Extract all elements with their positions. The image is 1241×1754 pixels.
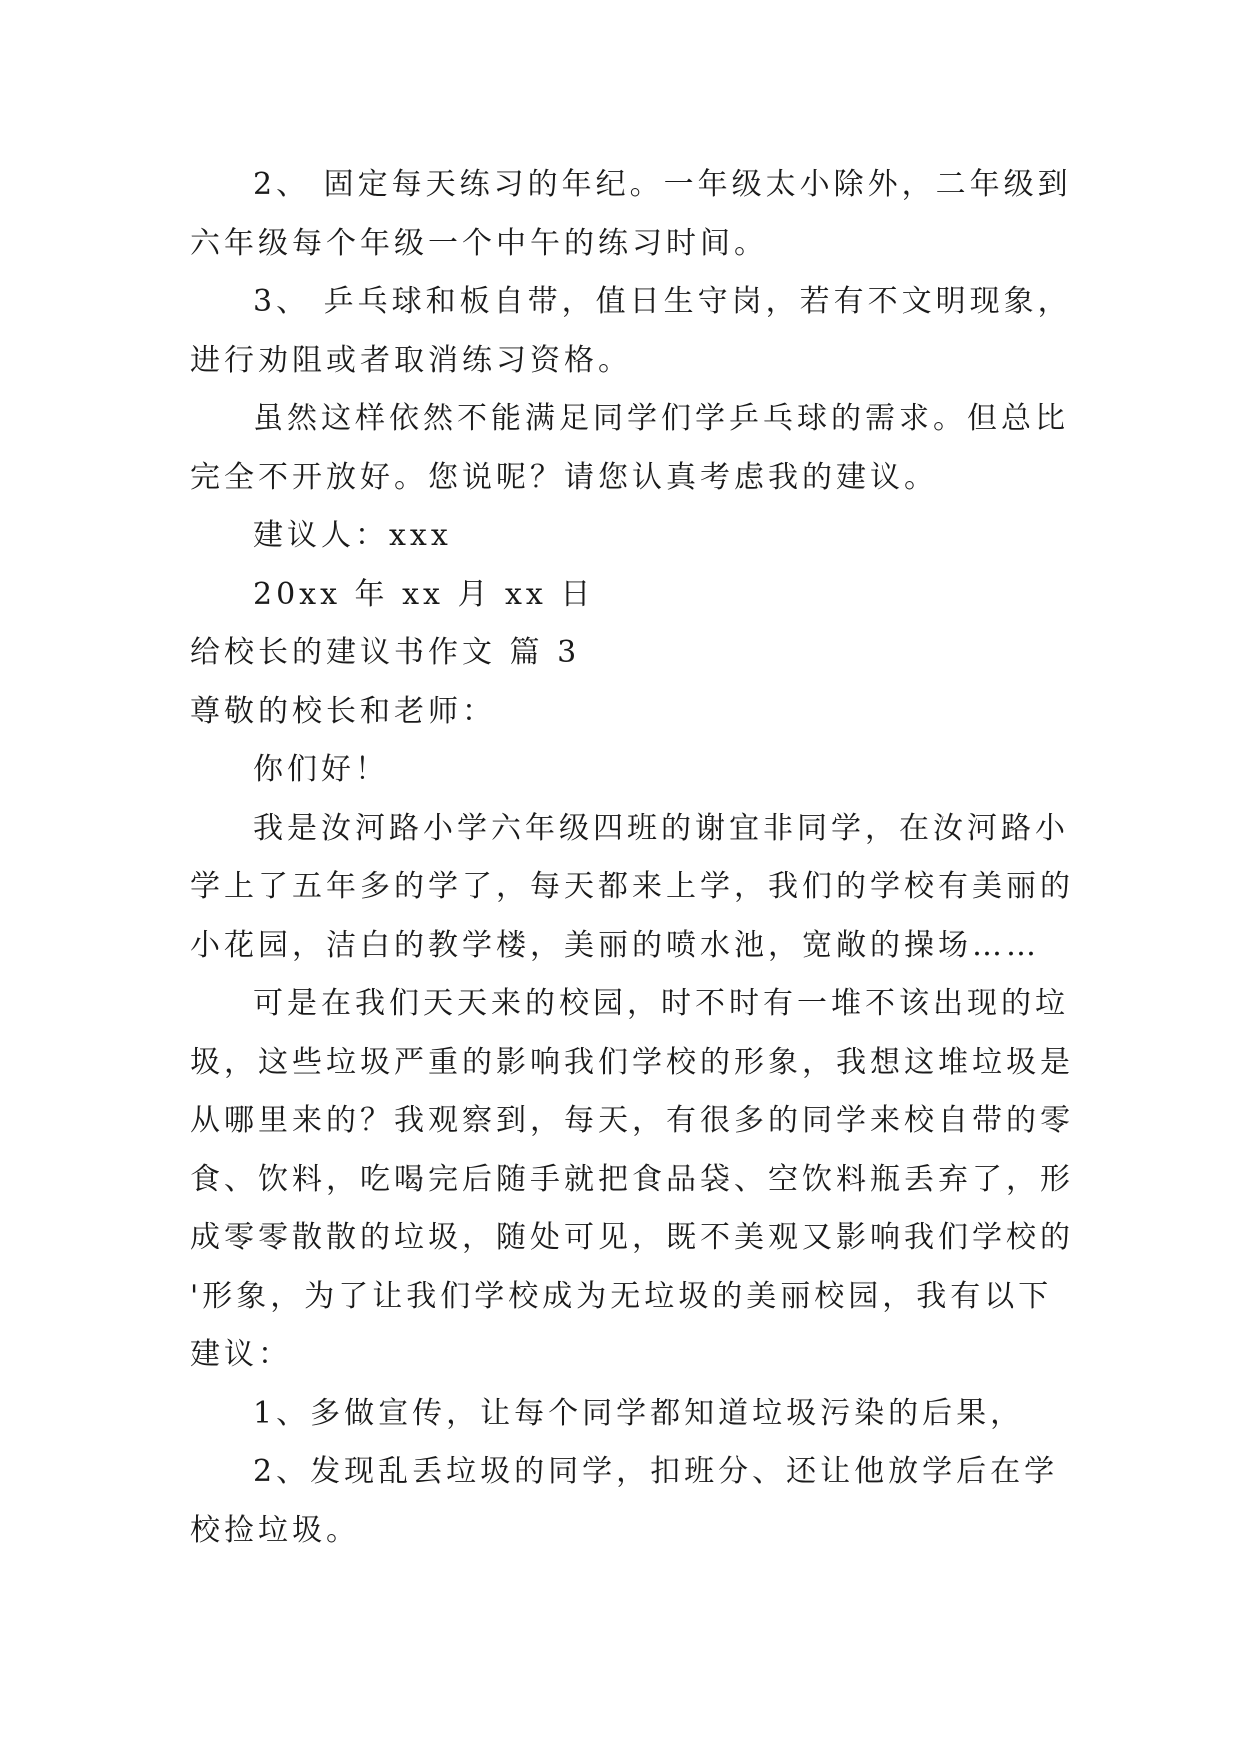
paragraph-line: 食、饮料，吃喝完后随手就把食品袋、空饮料瓶丢弃了，形	[190, 1161, 1074, 1197]
paragraph-line: 2、 固定每天练习的年纪。一年级太小除外，二年级到	[253, 167, 1072, 202]
paragraph-line: 可是在我们天天来的校园，时不时有一堆不该出现的垃	[253, 986, 1069, 1021]
signature-line: 建议人：xxx	[253, 518, 452, 553]
date-line: 20xx 年 xx 月 xx 日	[253, 576, 595, 612]
paragraph-line: 成零零散散的垃圾，随处可见，既不美观又影响我们学校的	[190, 1220, 1074, 1255]
list-item: 2、发现乱丢垃圾的同学，扣班分、还让他放学后在学	[253, 1454, 1059, 1489]
document-body	[190, 156, 1074, 1560]
paragraph-line: 完全不开放好。您说呢？请您认真考虑我的建议。	[190, 459, 938, 495]
paragraph-line: 我是汝河路小学六年级四班的谢宜非同学，在汝河路小	[253, 810, 1069, 846]
paragraph-line: 圾，这些垃圾严重的影响我们学校的形象，我想这堆垃圾是	[190, 1044, 1074, 1080]
paragraph-line: 从哪里来的？我观察到，每天，有很多的同学来校自带的零	[190, 1103, 1074, 1138]
paragraph-line: 学上了五年多的学了，每天都来上学，我们的学校有美丽的	[190, 869, 1074, 904]
paragraph-line: 3、 乒乓球和板自带，值日生守岗，若有不文明现象，	[253, 284, 1072, 319]
section-heading: 给校长的建议书作文 篇 3	[190, 635, 581, 670]
paragraph-line: 小花园，洁白的教学楼，美丽的喷水池，宽敞的操场……	[190, 927, 1040, 963]
paragraph-line: 虽然这样依然不能满足同学们学乒乓球的需求。但总比	[253, 401, 1069, 436]
paragraph-line: 建议：	[190, 1337, 292, 1372]
greeting: 你们好！	[253, 752, 389, 787]
list-item: 1、多做宣传，让每个同学都知道垃圾污染的后果，	[253, 1395, 1025, 1431]
salutation: 尊敬的校长和老师：	[190, 693, 496, 729]
paragraph-line: '形象，为了让我们学校成为无垃圾的美丽校园，我有以下	[190, 1278, 1053, 1314]
paragraph-line: 校捡垃圾。	[190, 1512, 360, 1548]
paragraph-line: 进行劝阻或者取消练习资格。	[190, 342, 632, 378]
paragraph-line: 六年级每个年级一个中午的练习时间。	[190, 225, 768, 261]
